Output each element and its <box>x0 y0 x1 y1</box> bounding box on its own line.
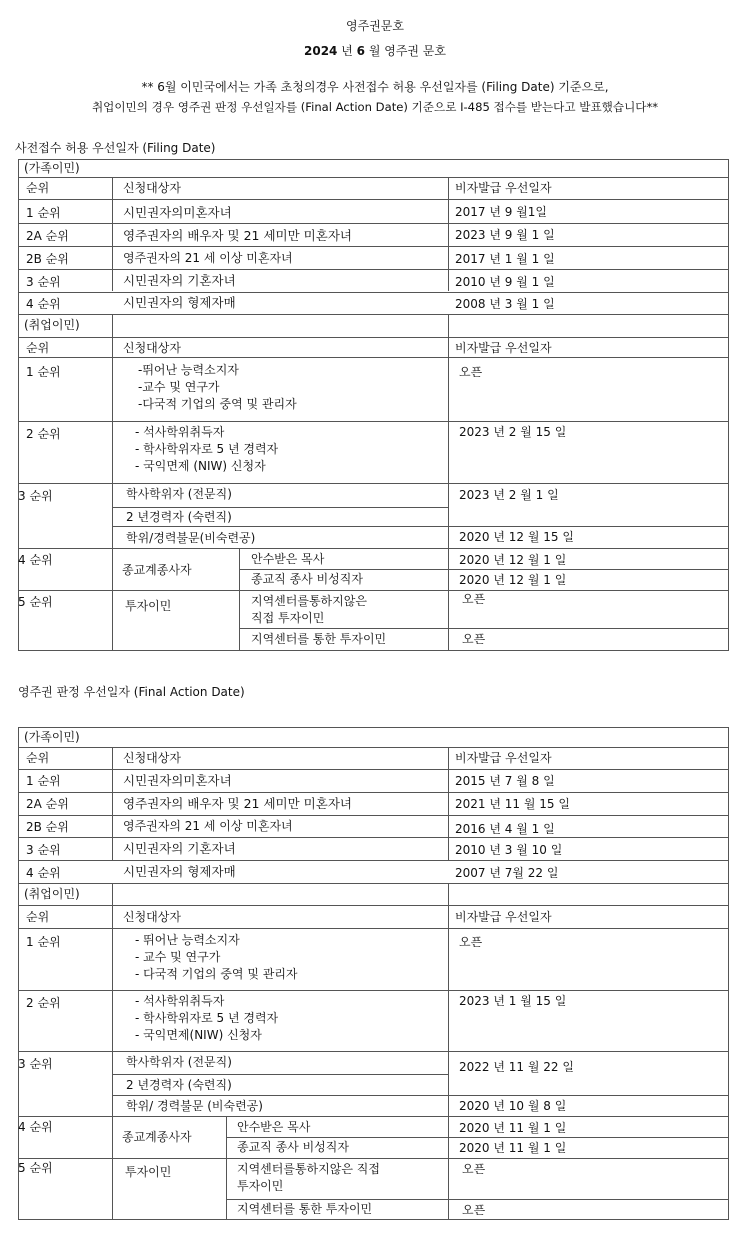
filing-f5-rank: 4 순위 <box>26 297 61 311</box>
filing-e2-rank: 2 순위 <box>26 427 61 441</box>
final-e4-date-b: 2020 년 11 월 1 일 <box>459 1141 567 1155</box>
final-f4-rank: 3 순위 <box>26 843 61 857</box>
final-e3-rank: 3 순위 <box>18 1057 53 1071</box>
filing-e1-targets <box>138 362 297 413</box>
final-emp-col-target: 신청대상자 <box>123 910 181 924</box>
final-e5-a-line1: 지역센터를통하지않은 직접 <box>237 1162 380 1176</box>
filing-f1-target: 시민권자의미혼자녀 <box>123 205 232 220</box>
filing-e5-a-line1: 지역센터를통하지않은 <box>251 594 367 608</box>
final-section-title: 영주권 판정 우선일자 (Final Action Date) <box>18 685 245 699</box>
final-emp-col-rank: 순위 <box>26 910 50 924</box>
final-e5-group: 투자이민 <box>125 1165 172 1179</box>
filing-f2-date: 2023 년 9 월 1 일 <box>455 228 555 242</box>
filing-e5-group: 투자이민 <box>125 599 172 613</box>
final-f2-date: 2021 년 11 월 15 일 <box>455 797 570 811</box>
final-e2-item: - 학사학위자로 5 년 경력자 <box>135 1011 279 1025</box>
final-e5-date-a: 오픈 <box>462 1162 486 1176</box>
filing-e5-date-b: 오픈 <box>462 632 486 646</box>
final-f1-rank: 1 순위 <box>26 774 61 788</box>
filing-f3-date: 2017 년 1 월 1 일 <box>455 252 555 266</box>
filing-col-date: 비자발급 우선일자 <box>455 181 552 195</box>
final-col-target: 신청대상자 <box>123 751 181 765</box>
filing-e2-item: - 학사학위자로 5 년 경력자 <box>135 442 279 456</box>
filing-table <box>18 159 729 651</box>
final-e2-targets <box>135 993 278 1044</box>
subtitle-year: 2024 <box>304 44 338 58</box>
filing-f4-date: 2010 년 9 월 1 일 <box>455 275 555 289</box>
final-e2-item: - 국익면제(NIW) 신청자 <box>135 1028 262 1042</box>
filing-e4-b: 종교직 종사 비성직자 <box>251 572 363 586</box>
filing-e4-date-b: 2020 년 12 월 1 일 <box>459 573 567 587</box>
notice-line-1: ** 6월 이민국에서는 가족 초청의경우 사전접수 허용 우선일자를 (Filing Date) 기준으로, <box>141 80 609 94</box>
filing-e3-date-c: 2020 년 12 월 15 일 <box>459 530 574 544</box>
filing-e1-rank: 1 순위 <box>26 365 61 379</box>
final-e2-rank: 2 순위 <box>26 996 61 1010</box>
filing-f4-rank: 3 순위 <box>26 275 61 289</box>
filing-emp-col-date: 비자발급 우선일자 <box>455 341 552 355</box>
final-f1-target: 시민권자의미혼자녀 <box>123 773 232 788</box>
filing-e4-group: 종교계종사자 <box>122 563 192 577</box>
final-e1-date: 오픈 <box>459 935 483 949</box>
final-e1-item: - 교수 및 연구가 <box>135 950 221 964</box>
filing-f1-rank: 1 순위 <box>26 206 61 220</box>
final-col-date: 비자발급 우선일자 <box>455 751 552 765</box>
final-e1-item: - 뛰어난 능력소지자 <box>135 933 240 947</box>
filing-f5-date: 2008 년 3 월 1 일 <box>455 297 555 311</box>
final-table <box>18 727 729 1220</box>
filing-family-label: (가족이민) <box>24 161 80 175</box>
final-e3-date-ab: 2022 년 11 월 22 일 <box>459 1060 574 1074</box>
filing-e1-item: -뛰어난 능력소지자 <box>138 363 239 377</box>
final-e4-b: 종교직 종사 비성직자 <box>237 1140 349 1154</box>
final-e3-c: 학위/ 경력불문 (비숙련공) <box>126 1099 263 1113</box>
page-title: 영주권문호 <box>346 19 404 33</box>
filing-e1-item: -다국적 기업의 중역 및 관리자 <box>138 397 297 411</box>
filing-e3-b: 2 년경력자 (숙련직) <box>126 510 232 524</box>
final-f3-target: 영주권자의 21 세 이상 미혼자녀 <box>123 819 293 833</box>
filing-e1-date: 오픈 <box>459 365 483 379</box>
filing-e3-rank: 3 순위 <box>18 489 53 503</box>
final-f3-rank: 2B 순위 <box>26 820 69 834</box>
filing-section-title: 사전접수 허용 우선일자 (Filing Date) <box>15 141 216 155</box>
final-f5-date: 2007 년 7월 22 일 <box>455 866 559 880</box>
final-f1-date: 2015 년 7 월 8 일 <box>455 774 555 788</box>
filing-e2-item: - 석사학위취득자 <box>135 425 225 439</box>
final-f2-target: 영주권자의 배우자 및 21 세미만 미혼자녀 <box>123 796 352 811</box>
filing-e5-date-a: 오픈 <box>462 592 486 606</box>
filing-emp-col-rank: 순위 <box>26 341 50 355</box>
final-e5-a-line2: 투자이민 <box>237 1179 284 1193</box>
final-e5-a <box>237 1161 380 1195</box>
filing-col-rank: 순위 <box>26 181 50 195</box>
final-f2-rank: 2A 순위 <box>26 797 69 811</box>
final-e1-item: - 다국적 기업의 중역 및 관리자 <box>135 967 298 981</box>
final-e3-a: 학사학위자 (전문직) <box>126 1055 232 1069</box>
final-f5-rank: 4 순위 <box>26 866 61 880</box>
final-col-rank: 순위 <box>26 751 50 765</box>
filing-e2-item: - 국익면제 (NIW) 신청자 <box>135 459 266 473</box>
filing-e5-rank: 5 순위 <box>18 595 53 609</box>
filing-f4-target: 시민권자의 기혼자녀 <box>123 273 236 288</box>
filing-emp-col-target: 신청대상자 <box>123 341 181 355</box>
final-e4-date-a: 2020 년 11 월 1 일 <box>459 1121 567 1135</box>
final-e4-rank: 4 순위 <box>18 1120 53 1134</box>
final-family-label: (가족이민) <box>24 730 80 744</box>
filing-f3-rank: 2B 순위 <box>26 252 69 266</box>
final-f3-date: 2016 년 4 월 1 일 <box>455 822 555 836</box>
final-e3-b: 2 년경력자 (숙련직) <box>126 1078 232 1092</box>
subtitle-rest: 월 영주권 문호 <box>365 44 446 58</box>
final-e4-group: 종교계종사자 <box>122 1130 192 1144</box>
notice-line-2: 취업이민의 경우 영주권 판정 우선일자를 (Final Action Date) 기준으로 I-485 접수를 받는다고 발표했습니다** <box>91 100 659 114</box>
final-e2-item: - 석사학위취득자 <box>135 994 225 1008</box>
final-e5-date-b: 오픈 <box>462 1203 486 1217</box>
filing-e3-c: 학위/경력불문(비숙련공) <box>126 531 256 545</box>
filing-e3-date-ab: 2023 년 2 월 1 일 <box>459 488 559 502</box>
subtitle-month: 6 <box>356 44 365 58</box>
final-e5-rank: 5 순위 <box>18 1161 53 1175</box>
filing-e4-rank: 4 순위 <box>18 553 53 567</box>
final-e2-date: 2023 년 1 월 15 일 <box>459 994 567 1008</box>
filing-f3-target: 영주권자의 21 세 이상 미혼자녀 <box>123 251 293 265</box>
filing-e2-targets <box>135 424 278 475</box>
filing-e5-a-line2: 직접 투자이민 <box>251 611 325 625</box>
filing-col-target: 신청대상자 <box>123 181 181 195</box>
filing-e4-a: 안수받은 목사 <box>251 552 325 566</box>
filing-employment-label: (취업이민) <box>24 318 80 332</box>
filing-f5-target: 시민권자의 형제자매 <box>123 295 236 310</box>
final-emp-col-date: 비자발급 우선일자 <box>455 910 552 924</box>
final-e1-targets <box>135 932 298 983</box>
final-employment-label: (취업이민) <box>24 887 80 901</box>
filing-e1-item: -교수 및 연구가 <box>138 380 220 394</box>
filing-e5-b: 지역센터를 통한 투자이민 <box>251 632 387 646</box>
filing-e3-a: 학사학위자 (전문직) <box>126 487 232 501</box>
page-subtitle <box>0 42 750 59</box>
final-e5-b: 지역센터를 통한 투자이민 <box>237 1202 373 1216</box>
final-e3-date-c: 2020 년 10 월 8 일 <box>459 1099 567 1113</box>
final-f4-date: 2010 년 3 월 10 일 <box>455 843 563 857</box>
filing-f2-rank: 2A 순위 <box>26 229 69 243</box>
final-f4-target: 시민권자의 기혼자녀 <box>123 841 236 856</box>
filing-f1-date: 2017 년 9 월1일 <box>455 205 548 219</box>
filing-f2-target: 영주권자의 배우자 및 21 세미만 미혼자녀 <box>123 228 352 243</box>
filing-e4-date-a: 2020 년 12 월 1 일 <box>459 553 567 567</box>
final-e1-rank: 1 순위 <box>26 935 61 949</box>
subtitle-mid: 년 <box>337 44 357 58</box>
filing-e5-a <box>251 593 367 627</box>
filing-e2-date: 2023 년 2 월 15 일 <box>459 425 567 439</box>
final-e4-a: 안수받은 목사 <box>237 1120 311 1134</box>
final-f5-target: 시민권자의 형제자매 <box>123 864 236 879</box>
